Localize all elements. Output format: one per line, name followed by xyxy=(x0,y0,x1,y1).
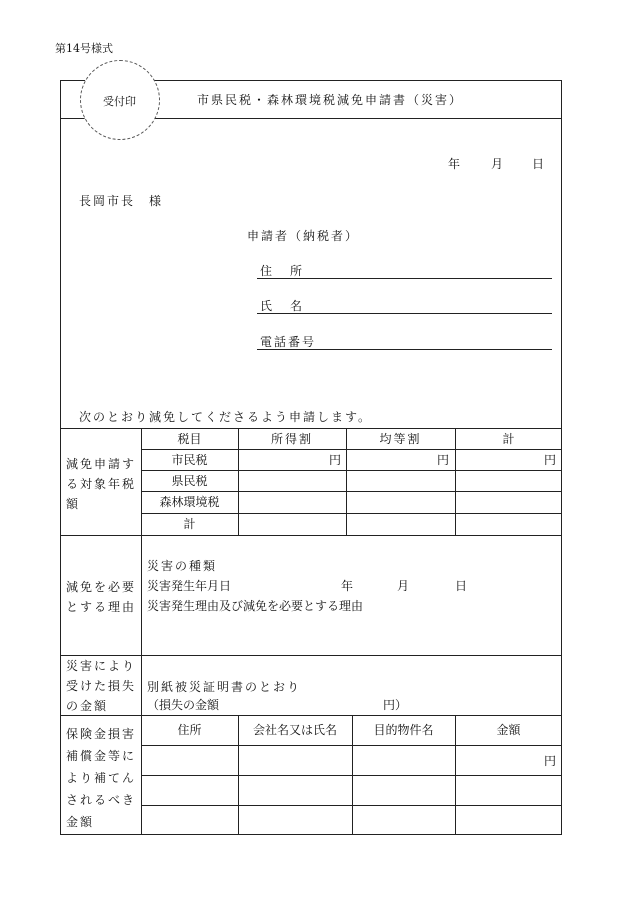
address-line[interactable] xyxy=(257,278,552,279)
tax-header-income: 所得割 xyxy=(270,432,313,446)
reception-stamp-label: 受付印 xyxy=(103,95,136,108)
tax-row-prefecture: 県民税 xyxy=(171,474,208,488)
yen-unit: 円 xyxy=(544,453,557,467)
date-month: 月 xyxy=(491,157,504,171)
tax-row-line xyxy=(141,491,562,492)
disaster-date-label: 災害発生年月日 xyxy=(147,579,232,593)
form-title: 市県民税・森林環境税減免申請書（災害） xyxy=(197,93,464,107)
disaster-date-month: 月 xyxy=(397,579,410,593)
insurance-section-label: より補てん xyxy=(66,771,137,785)
date-year: 年 xyxy=(448,157,461,171)
disaster-type-label: 災害の種類 xyxy=(147,559,218,573)
reason-section-label: とする理由 xyxy=(66,600,137,614)
damage-line-2-suffix: 円） xyxy=(383,698,408,712)
tax-row-forest: 森林環境税 xyxy=(159,495,220,509)
request-sentence: 次のとおり減免してくださるよう申請します。 xyxy=(79,410,373,424)
disaster-date-day: 日 xyxy=(455,579,468,593)
yen-unit: 円 xyxy=(437,453,450,467)
insurance-header-object: 目的物件名 xyxy=(373,723,434,737)
insurance-row-line xyxy=(141,775,562,776)
tax-section-label: 額 xyxy=(66,497,81,511)
insurance-section-label: 保険金損害 xyxy=(66,727,137,741)
damage-label-divider xyxy=(141,655,142,715)
tax-row-line xyxy=(141,513,562,514)
damage-section-label: の金額 xyxy=(66,699,109,713)
reason-section-top xyxy=(60,535,562,536)
insurance-row-line xyxy=(141,745,562,746)
phone-line[interactable] xyxy=(257,349,552,350)
tax-header-total: 計 xyxy=(502,432,515,446)
name-label[interactable]: 氏 名 xyxy=(260,299,306,313)
tax-section-label: 減免申請す xyxy=(66,457,137,471)
tax-section-label: る対象年税 xyxy=(66,477,137,491)
insurance-section-top xyxy=(60,715,562,716)
damage-section-top xyxy=(60,655,562,656)
tax-header-per-capita: 均等割 xyxy=(379,432,422,446)
disaster-date-year: 年 xyxy=(341,579,354,593)
damage-line-2-prefix: （損失の金額 xyxy=(147,698,220,712)
reason-label-divider xyxy=(141,535,142,655)
insurance-section-label: 補償金等に xyxy=(66,749,137,763)
address-label[interactable]: 住 所 xyxy=(260,264,306,278)
tax-row-city: 市民税 xyxy=(171,453,208,467)
disaster-cause-label: 災害発生理由及び減免を必要とする理由 xyxy=(147,599,364,613)
phone-label[interactable]: 電話番号 xyxy=(260,335,317,349)
insurance-header-company: 会社名又は氏名 xyxy=(252,723,337,737)
date-day: 日 xyxy=(532,157,545,171)
addressee: 長岡市長 様 xyxy=(79,194,164,208)
yen-unit: 円 xyxy=(329,453,342,467)
insurance-row-line xyxy=(141,805,562,806)
applicant-heading: 申請者（納税者） xyxy=(247,229,360,243)
damage-section-label: 災害により xyxy=(66,659,137,673)
yen-unit: 円 xyxy=(544,754,557,768)
name-line[interactable] xyxy=(257,313,552,314)
damage-section-label: 受けた損失 xyxy=(66,679,137,693)
insurance-header-address: 住所 xyxy=(177,723,202,737)
insurance-header-amount: 金額 xyxy=(496,723,521,737)
form-number: 第14号様式 xyxy=(55,42,113,55)
tax-header-item: 税目 xyxy=(177,432,202,446)
damage-line-1: 別紙被災証明書のとおり xyxy=(147,680,302,694)
tax-row-total: 計 xyxy=(183,517,196,531)
insurance-section-label: されるべき xyxy=(66,793,137,807)
tax-row-line xyxy=(141,470,562,471)
reason-section-label: 減免を必要 xyxy=(66,580,137,594)
insurance-section-label: 金額 xyxy=(66,815,95,829)
tax-section-top xyxy=(60,428,562,429)
tax-row-line xyxy=(141,449,562,450)
